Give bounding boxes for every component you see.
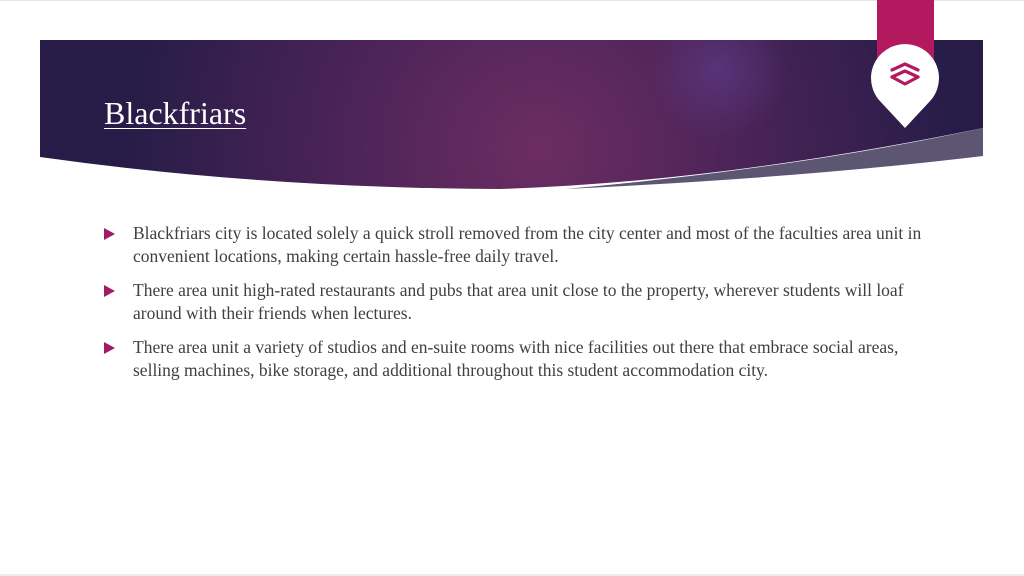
triangle-right-icon bbox=[104, 228, 115, 240]
bullet-item bbox=[104, 279, 924, 325]
bullet-item bbox=[104, 222, 924, 268]
map-pin-logo-icon bbox=[870, 0, 940, 132]
triangle-right-icon bbox=[104, 342, 115, 354]
bullet-item bbox=[104, 336, 924, 382]
slide-title: Blackfriars bbox=[104, 95, 247, 131]
bullet-text: There area unit high-rated restaurants and pubs that area unit close to the property, wherever students will loaf around with their friends when lectures. bbox=[133, 280, 904, 323]
bullet-text: There area unit a variety of studios and en-suite rooms with nice facilities out there that embrace social areas, selling machines, bike storage, and additional throughout this student accommodation city. bbox=[133, 337, 899, 380]
triangle-right-icon bbox=[104, 285, 115, 297]
bullet-list bbox=[104, 222, 924, 393]
bullet-text: Blackfriars city is located solely a quick stroll removed from the city center and most of the faculties area unit in convenient locations, making certain hassle-free daily travel. bbox=[133, 223, 922, 266]
